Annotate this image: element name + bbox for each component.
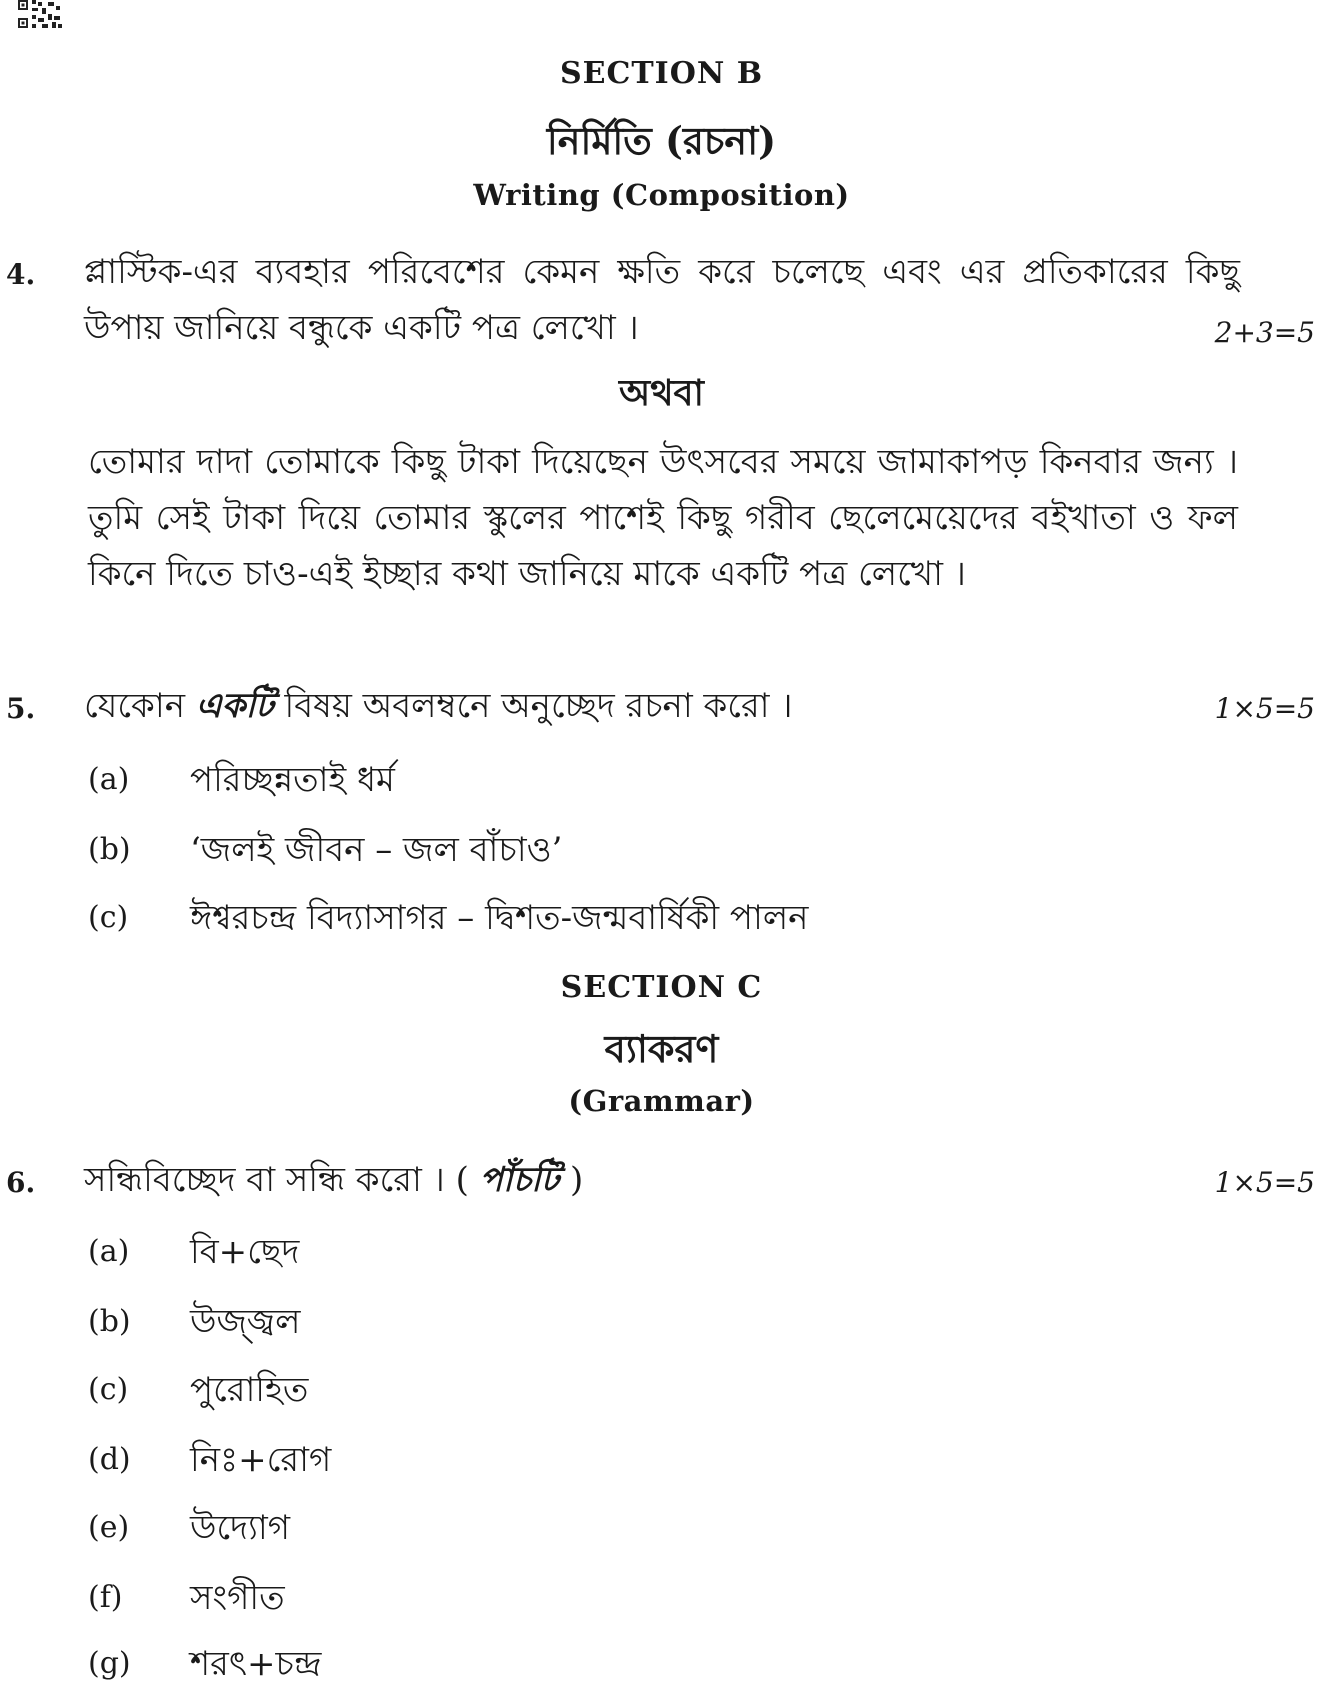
question-5-text	[84, 678, 1084, 734]
option-6e-label: (e)	[88, 1510, 130, 1545]
question-5-number: 5.	[6, 692, 36, 725]
question-6-marks: 1×5=5	[1214, 1166, 1315, 1199]
qr-code-icon	[18, 0, 62, 30]
section-c-bengali-heading: ব্যাকরণ	[604, 1026, 719, 1071]
question-6-text-before: সন্ধিবিচ্ছেদ বা সন্ধি করো । (	[84, 1160, 480, 1200]
section-b-bengali-heading: নির্মিতি (রচনা)	[546, 118, 777, 163]
question-5-marks: 1×5=5	[1214, 692, 1315, 725]
option-6b-text: উজ্জ্বল	[190, 1302, 301, 1342]
question-5-text-after: বিষয় অবলম্বনে অনুচ্ছেদ রচনা করো ।	[273, 686, 793, 726]
option-5c-text: ঈশ্বরচন্দ্র বিদ্যাসাগর – দ্বিশত-জন্মবার্ষিকী পালন	[190, 898, 809, 938]
option-6f-text: সংগীত	[190, 1578, 285, 1618]
or-label: অথবা	[619, 372, 704, 414]
question-6-text-after: )	[559, 1160, 584, 1200]
question-5-emphasis: একটি	[195, 686, 274, 726]
question-4-body: প্লাস্টিক-এর ব্যবহার পরিবেশের কেমন ক্ষতি করে চলেছে এবং এর প্রতিকারের কিছু উপায় জানিয়ে বন্ধুকে একটি পত্র লেখো ।	[84, 252, 1240, 348]
option-6e-text: উদ্যোগ	[190, 1508, 291, 1548]
question-4-number: 4.	[6, 258, 36, 291]
option-6g-label: (g)	[88, 1646, 131, 1681]
option-6d-text: নিঃ+রোগ	[190, 1440, 332, 1480]
option-6c-label: (c)	[88, 1372, 129, 1407]
option-5a-label: (a)	[88, 762, 130, 797]
option-6a-text: বি+ছেদ	[190, 1232, 300, 1272]
option-6g-text: শরৎ+চন্দ্র	[190, 1644, 322, 1684]
question-4-text	[84, 244, 1240, 356]
option-5c-label: (c)	[88, 900, 129, 935]
question-6-number: 6.	[6, 1166, 36, 1199]
option-6a-label: (a)	[88, 1234, 130, 1269]
question-6-text	[84, 1152, 1084, 1208]
option-6d-label: (d)	[88, 1442, 131, 1477]
section-c-english-heading: (Grammar)	[568, 1084, 755, 1118]
question-4-alternative-text: তোমার দাদা তোমাকে কিছু টাকা দিয়েছেন উৎসবের সময়ে জামাকাপড় কিনবার জন্য । তুমি সেই টাকা দিয়ে তোমার স্কুলের পাশেই কিছু গরীব ছেলেমেয়েদের বইখাতা ও ফল কিনে দিতে চাও-এই ইচ্ছার কথা জানিয়ে মাকে একটি পত্র লেখো ।	[88, 442, 1238, 594]
section-b-english-heading: Writing (Composition)	[473, 178, 850, 212]
option-5b-text: ‘জলই জীবন – জল বাঁচাও’	[190, 830, 563, 870]
option-5a-text: পরিচ্ছন্নতাই ধর্ম	[190, 760, 395, 800]
question-6-emphasis: পাঁচটি	[479, 1160, 560, 1200]
option-5b-label: (b)	[88, 832, 131, 867]
option-6c-text: পুরোহিত	[190, 1370, 309, 1410]
section-b-title: SECTION B	[559, 56, 764, 91]
section-c-title: SECTION C	[560, 970, 763, 1005]
question-4-marks: 2+3=5	[1214, 316, 1315, 349]
option-6b-label: (b)	[88, 1304, 131, 1339]
option-6f-label: (f)	[88, 1580, 123, 1615]
question-5-text-before: যেকোন	[84, 686, 196, 726]
